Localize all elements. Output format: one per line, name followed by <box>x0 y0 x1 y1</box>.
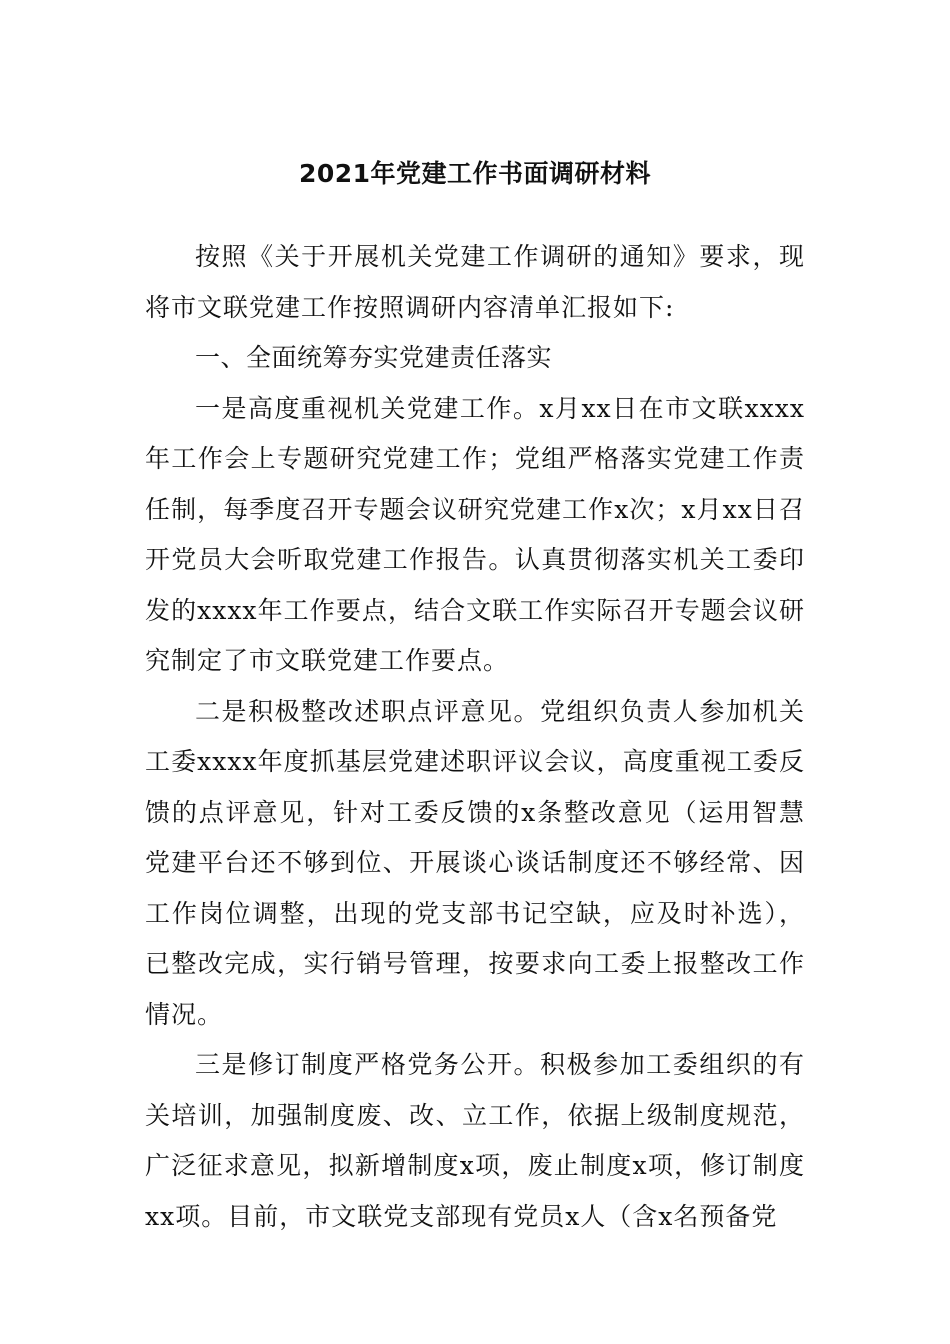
paragraph-2: 二是积极整改述职点评意见。党组织负责人参加机关工委xxxx年度抓基层党建述职评议会议，高度重视工委反馈的点评意见，针对工委反馈的x条整改意见（运用智慧党建平台还不够到位、开展谈心谈话制度还不够经常、因工作岗位调整，出现的党支部书记空缺，应及时补选），已整改完成，实行销号管理，按要求向工委上报整改工作情况。 <box>145 696 805 1029</box>
paragraph-3: 三是修订制度严格党务公开。积极参加工委组织的有关培训，加强制度废、改、立工作，依据上级制度规范，广泛征求意见，拟新增制度x项，废止制度x项，修订制度xx项。目前，市文联党支部现有党员x人（含x名预备党 <box>145 1050 805 1231</box>
paragraph-1: 一是高度重视机关党建工作。x月xx日在市文联xxxx年工作会上专题研究党建工作；党组严格落实党建工作责任制，每季度召开专题会议研究党建工作x次；x月xx日召开党员大会听取党建工作报告。认真贯彻落实机关工委印发的xxxx年工作要点，结合文联工作实际召开专题会议研究制定了市文联党建工作要点。 <box>145 393 805 675</box>
document-body <box>145 232 805 1242</box>
section-heading: 一、全面统筹夯实党建责任落实 <box>195 343 553 372</box>
document-title: 2021年党建工作书面调研材料 <box>298 159 652 188</box>
intro-paragraph: 按照《关于开展机关党建工作调研的通知》要求，现将市文联党建工作按照调研内容清单汇报如下: <box>145 242 805 322</box>
